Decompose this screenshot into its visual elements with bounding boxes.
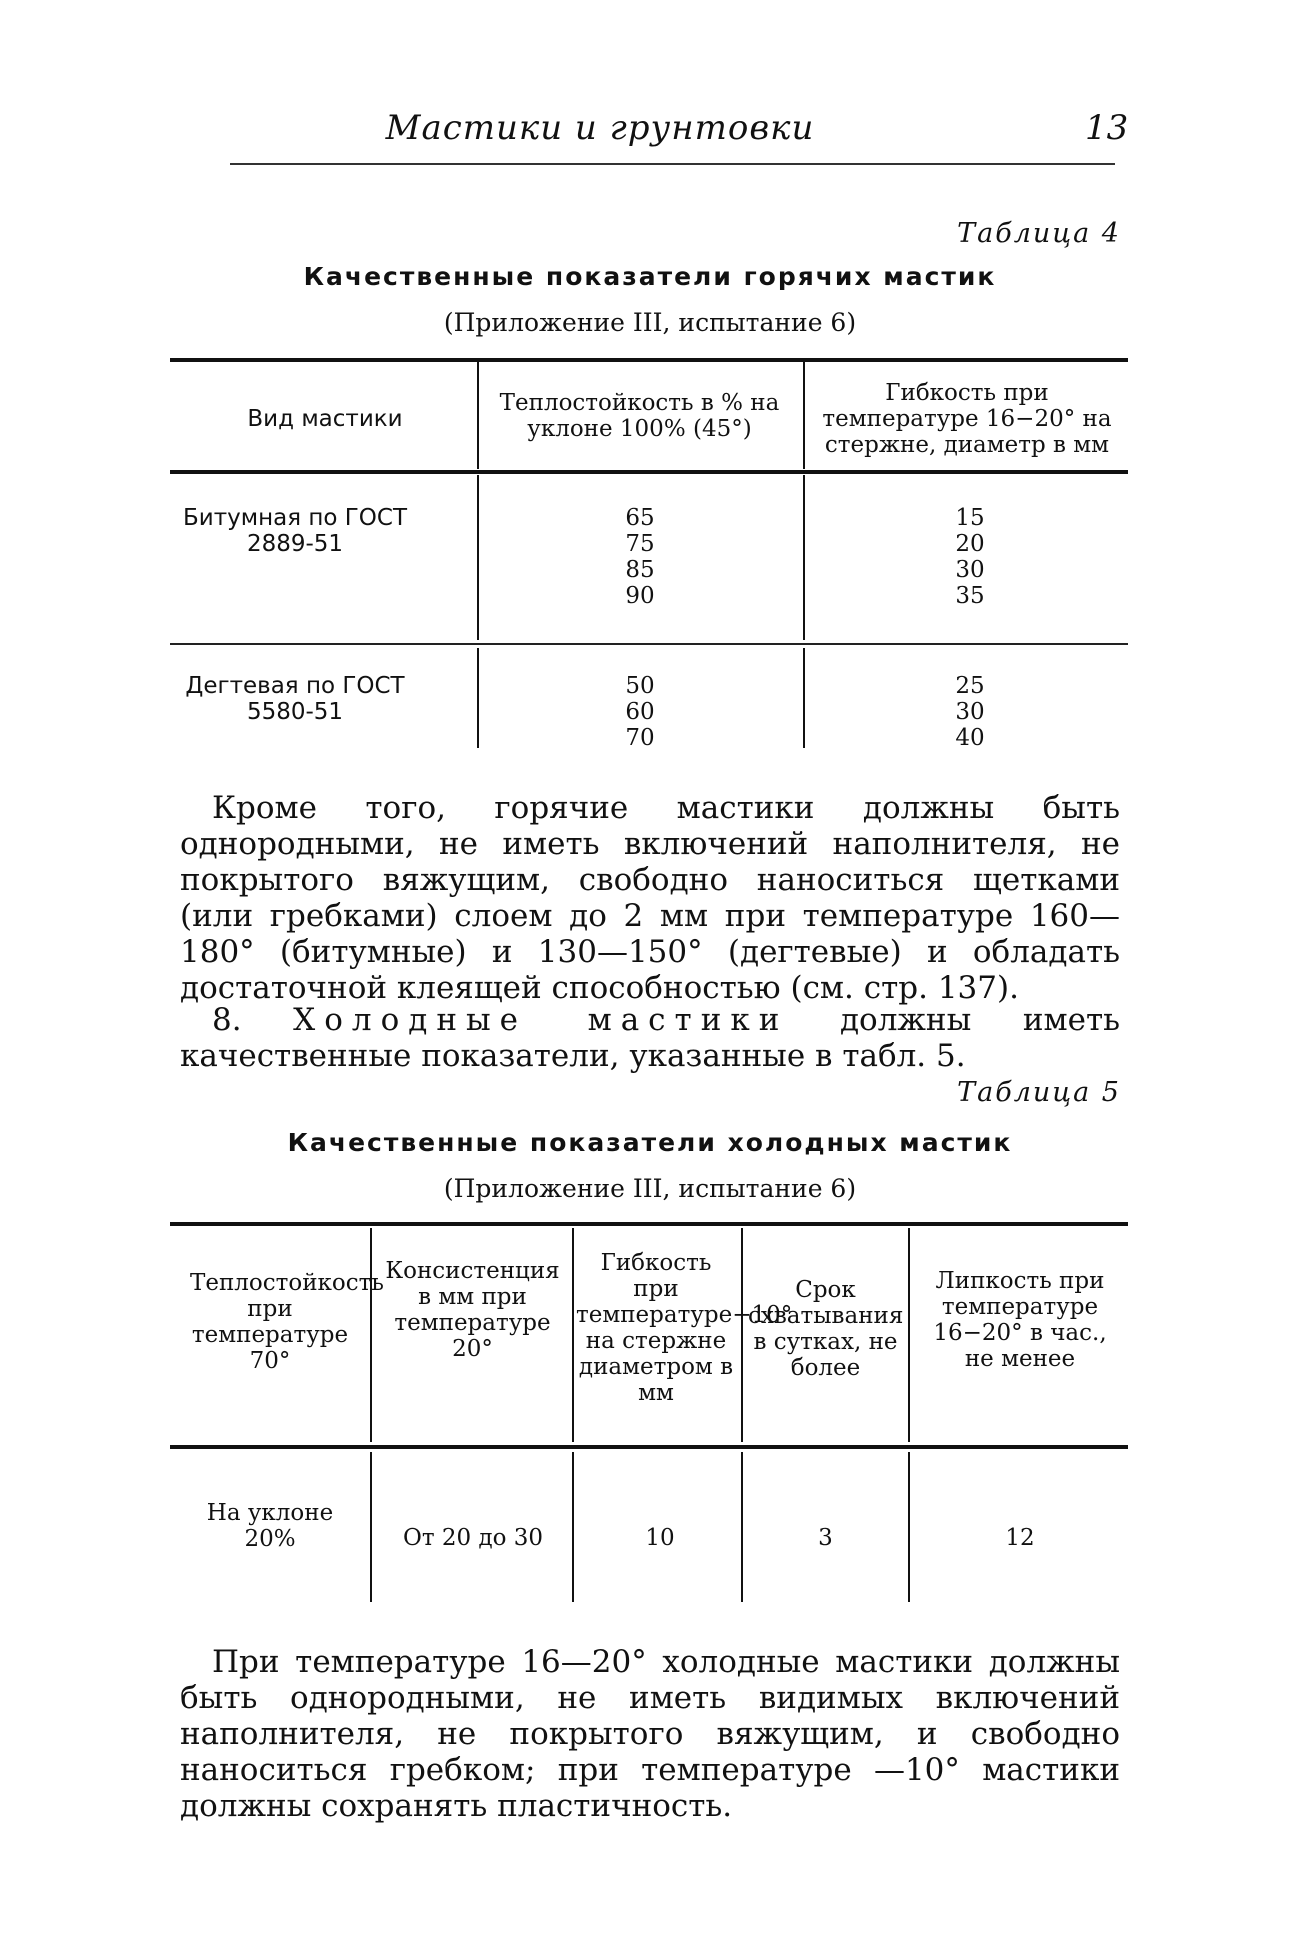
- table4-heat-value: 60: [625, 699, 655, 725]
- table4-flex-value: 40: [955, 725, 985, 751]
- table4-flex-value: 25: [955, 673, 985, 699]
- table5-col-header: Гибкость при температуре−10° на стержне диаметром в мм: [576, 1250, 793, 1406]
- table5-cell: 3: [818, 1525, 833, 1551]
- paragraph-cold-mastics: [180, 1002, 1120, 1074]
- table4-heat-value: 65: [625, 505, 655, 531]
- page-number: 13: [1085, 108, 1129, 148]
- table4-flex-value: 30: [955, 699, 985, 725]
- table4-flex-value: 20: [955, 531, 985, 557]
- table5-label: Таблица 5: [957, 1077, 1121, 1108]
- table5-col-header: Срок схватывания в сутках, не более: [748, 1277, 904, 1381]
- table4-row-type: Дегтевая по ГОСТ 5580-51: [185, 673, 405, 725]
- table4-heat-value: 70: [625, 725, 655, 751]
- paragraph-number: 8.: [212, 1002, 242, 1038]
- table4-col-header: Теплостойкость в % на уклоне 100% (45°): [499, 390, 780, 442]
- table5-col-divider: [572, 1452, 574, 1602]
- table5-header-rule: [170, 1445, 1128, 1449]
- table5-cell: 12: [1005, 1525, 1035, 1551]
- table5-col-divider: [908, 1452, 910, 1602]
- table4-heat-value: 90: [625, 583, 655, 609]
- table4-flex-value: 35: [955, 583, 985, 609]
- table4-header-rule: [170, 470, 1128, 474]
- table4-col-divider: [803, 648, 805, 748]
- table4-flex-value: 30: [955, 557, 985, 583]
- table4-col-divider: [477, 475, 479, 640]
- running-header-title: Мастики и грунтовки: [385, 108, 815, 148]
- table4-label: Таблица 4: [957, 218, 1121, 249]
- table4-col-divider: [803, 475, 805, 640]
- table5-col-divider: [572, 1228, 574, 1442]
- table4-subtitle: (Приложение III, испытание 6): [443, 308, 857, 337]
- table4-row-rule: [170, 643, 1128, 645]
- table5-col-header: Консистенция в мм при температуре 20°: [385, 1258, 560, 1362]
- table4-heat-value: 75: [625, 531, 655, 557]
- paragraph-text: должны иметь качественные показатели, указанные в табл. 5.: [180, 1002, 1120, 1074]
- table5-cell: На уклоне 20%: [206, 1500, 334, 1552]
- table4-col-divider: [477, 648, 479, 748]
- table4-col-divider: [477, 362, 479, 469]
- table5-col-header: Теплостойкость при температуре 70°: [190, 1270, 384, 1374]
- table5-col-divider: [370, 1452, 372, 1602]
- table5-col-divider: [741, 1228, 743, 1442]
- table4-col-header: Вид мастики: [247, 406, 403, 432]
- table5-col-divider: [908, 1228, 910, 1442]
- table5-top-rule: [170, 1222, 1128, 1226]
- table4-col-divider: [803, 362, 805, 469]
- table4-col-header: Гибкость при температуре 16−20° на стержне, диаметр в мм: [822, 380, 1112, 458]
- table5-col-header: Липкость при температуре 16−20° в час., не менее: [933, 1268, 1107, 1372]
- table4-row-type: Битумная по ГОСТ 2889-51: [182, 505, 408, 557]
- table5-col-divider: [370, 1228, 372, 1442]
- table4-flex-value: 15: [955, 505, 985, 531]
- paragraph-hot-mastics: Кроме того, горячие мастики должны быть однородными, не иметь включений наполнителя, не покрытого вяжущим, свободно наноситься щетками (или гребками) слоем до 2 мм при температуре 160—180° (битумные) и 130—150° (дегтевые) и обладать достаточной клеящей способностью (см. стр. 137).: [180, 790, 1120, 1006]
- table4-top-rule: [170, 358, 1128, 362]
- table5-subtitle: (Приложение III, испытание 6): [443, 1174, 857, 1203]
- table4-title: Качественные показатели горячих мастик: [303, 262, 997, 291]
- table5-col-divider: [741, 1452, 743, 1602]
- table4-heat-value: 85: [625, 557, 655, 583]
- table5-title: Качественные показатели холодных мастик: [287, 1128, 1013, 1157]
- header-rule: [230, 163, 1115, 165]
- paragraph-cold-conditions: При температуре 16—20° холодные мастики должны быть однородными, не иметь видимых включений наполнителя, не покрытого вяжущим, и свободно наноситься гребком; при температуре —10° мастики должны сохранять пластичность.: [180, 1644, 1120, 1824]
- spaced-term: Холодные мастики: [293, 1002, 789, 1038]
- table5-cell: 10: [645, 1525, 675, 1551]
- table5-cell: От 20 до 30: [402, 1525, 544, 1551]
- table4-heat-value: 50: [625, 673, 655, 699]
